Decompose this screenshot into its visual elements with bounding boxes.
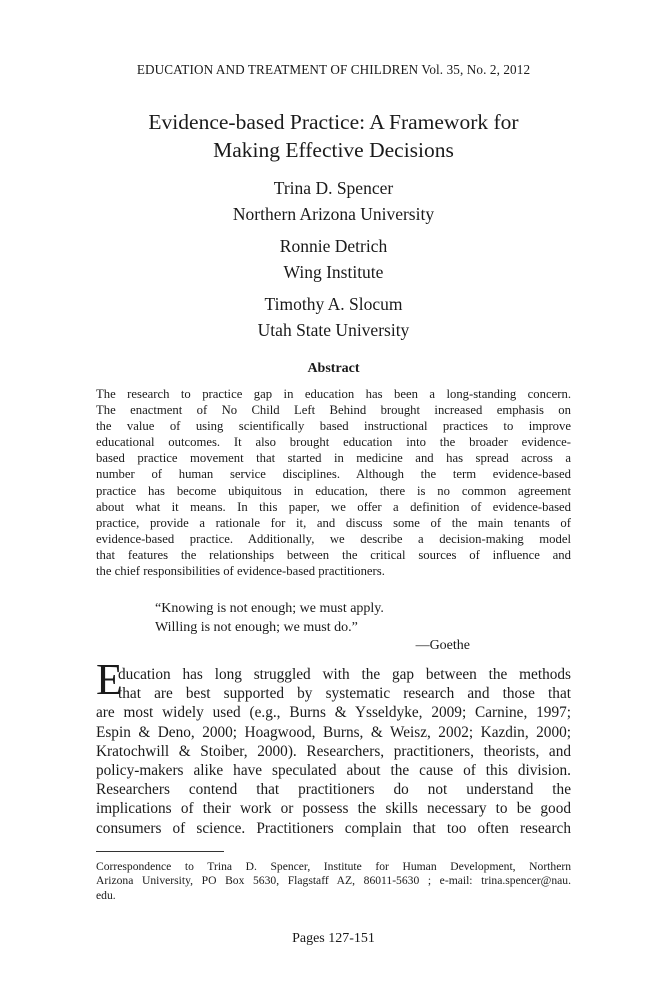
- abstract-line: educational outcomes. It also brought education into the broader evidence-: [96, 435, 571, 450]
- body-line: are most widely used (e.g., Burns & Ysseldyke, 2009; Carnine, 1997;: [96, 704, 571, 722]
- body-line: policy-makers alike have speculated about the cause of this division.: [96, 762, 571, 780]
- correspondence-footnote: [96, 860, 571, 903]
- author-affiliation: Wing Institute: [283, 262, 384, 282]
- author-block-2: [0, 233, 667, 285]
- author-affiliation: Utah State University: [257, 320, 410, 340]
- author-name: Trina D. Spencer: [273, 178, 394, 198]
- abstract-line: about what it means. In this paper, we offer a definition of evidence-based: [96, 499, 571, 514]
- abstract-line: the chief responsibilities of evidence-based practitioners.: [96, 564, 385, 579]
- body-line: Espin & Deno, 2000; Hoagwood, Burns, & Weisz, 2002; Kazdin, 2000;: [96, 723, 571, 741]
- body-text: [96, 665, 571, 838]
- author-affiliation: Northern Arizona University: [232, 204, 435, 224]
- author-block-1: [0, 175, 667, 227]
- abstract-body: [96, 386, 571, 579]
- title-line-2: Making Effective Decisions: [213, 138, 454, 162]
- body-line: that are best supported by systematic research and those that: [118, 685, 571, 703]
- journal-header: EDUCATION AND TREATMENT OF CHILDREN Vol. 35, No. 2, 2012: [136, 62, 531, 77]
- epigraph: [155, 600, 470, 656]
- body-line: implications of their work or possess the skills necessary to be good: [96, 800, 571, 818]
- author-name: Timothy A. Slocum: [264, 294, 403, 314]
- drop-cap: E: [96, 655, 123, 704]
- author-name: Ronnie Detrich: [279, 236, 388, 256]
- footnote-divider: [96, 851, 224, 852]
- abstract-line: The research to practice gap in education has been a long-standing concern.: [96, 387, 571, 401]
- body-line: Researchers contend that practitioners do not understand the: [96, 781, 571, 799]
- abstract-line: number of human service disciplines. Although the term evidence-based: [96, 467, 571, 482]
- body-line: Kratochwill & Stoiber, 2000). Researchers, practitioners, theorists, and: [96, 742, 571, 760]
- epigraph-line-2: Willing is not enough; we must do.”: [155, 619, 358, 635]
- body-line: ducation has long struggled with the gap between the methods: [118, 666, 571, 683]
- footnote-line: edu.: [96, 888, 116, 902]
- epigraph-line-1: “Knowing is not enough; we must apply.: [155, 601, 384, 616]
- article-title: [0, 108, 667, 164]
- abstract-line: practice, provide a rationale for it, and discuss some of the main tenants of: [96, 515, 571, 530]
- footnote-line: Arizona University, PO Box 5630, Flagstaff AZ, 86011-5630 ; e-mail: trina.spencer@nau.: [96, 874, 571, 888]
- title-line-1: Evidence-based Practice: A Framework for: [148, 110, 519, 134]
- epigraph-attribution: —Goethe: [415, 638, 470, 653]
- abstract-line: the value of using scientifically based instructional practices to improve: [96, 419, 571, 434]
- body-line: consumers of science. Practitioners complain that too often research: [96, 819, 571, 837]
- abstract-heading: Abstract: [307, 361, 360, 376]
- abstract-line: based practice movement that started in medicine and has spread across a: [96, 451, 571, 466]
- abstract-line: practice has become ubiquitous in education, there is no common agreement: [96, 483, 571, 498]
- author-block-3: [0, 291, 667, 343]
- abstract-line: The enactment of No Child Left Behind brought increased emphasis on: [96, 403, 571, 418]
- abstract-line: evidence-based practice. Additionally, we describe a decision-making model: [96, 531, 571, 546]
- page-range: Pages 127-151: [292, 931, 375, 946]
- footnote-line: Correspondence to Trina D. Spencer, Institute for Human Development, Northern: [96, 860, 571, 873]
- abstract-line: that features the relationships between the critical sources of influence and: [96, 547, 571, 562]
